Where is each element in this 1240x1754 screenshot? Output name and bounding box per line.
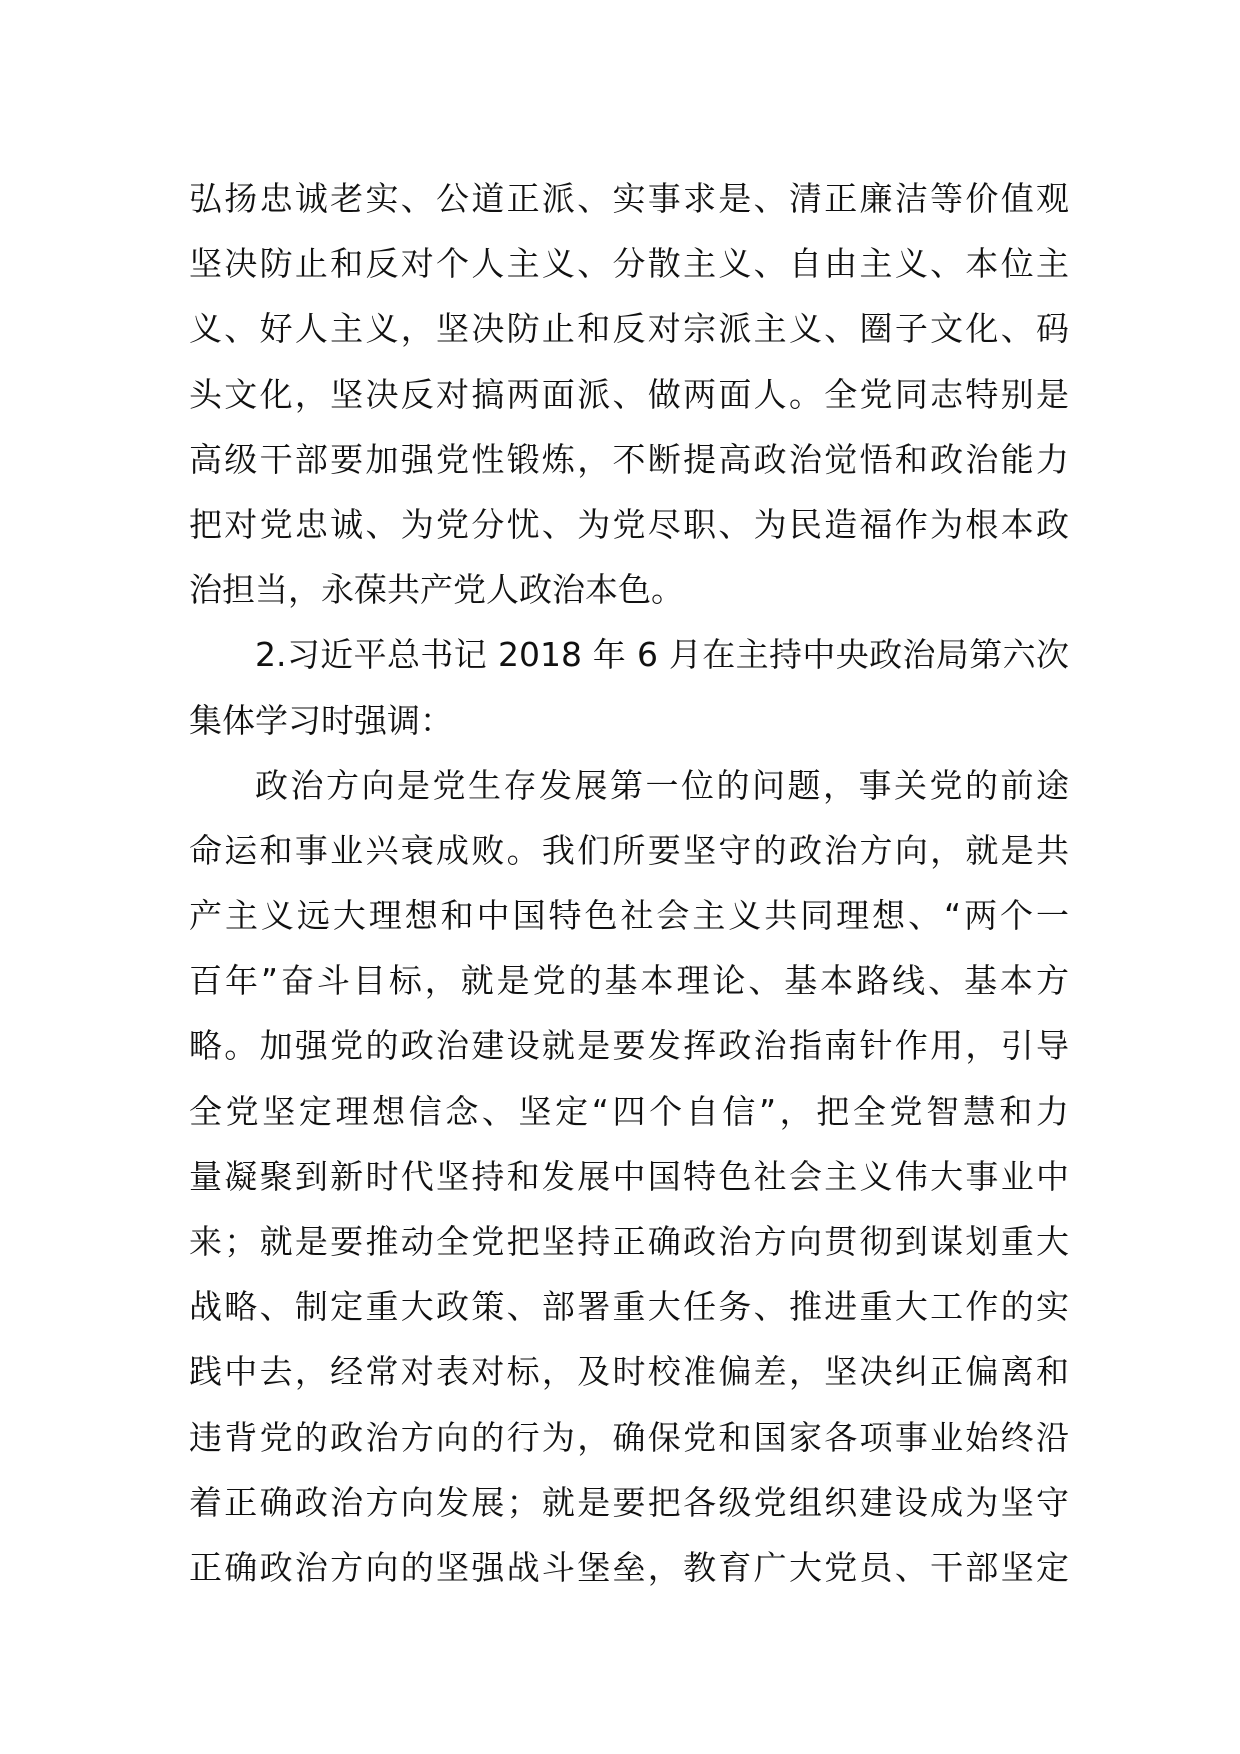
- text-line: 百年”奋斗目标，就是党的基本理论、基本路线、基本方: [189, 961, 1069, 1001]
- text-line: 高级干部要加强党性锻炼，不断提高政治觉悟和政治能力: [189, 439, 1069, 479]
- text-line: 略。加强党的政治建设就是要发挥政治指南针作用，引导: [189, 1026, 1069, 1066]
- text-line: 治担当，永葆共产党人政治本色。: [189, 570, 684, 610]
- text-line: 坚决防止和反对个人主义、分散主义、自由主义、本位主: [189, 244, 1069, 284]
- text-line: 把对党忠诚、为党分忧、为党尽职、为民造福作为根本政: [189, 504, 1069, 544]
- text-line: 政治方向是党生存发展第一位的问题，事关党的前途: [255, 765, 1069, 805]
- text-line: 2.习近平总书记 2018 年 6 月在主持中央政治局第六次: [255, 635, 1069, 675]
- text-line: 正确政治方向的坚强战斗堡垒，教育广大党员、干部坚定: [189, 1547, 1069, 1587]
- text-line: 量凝聚到新时代坚持和发展中国特色社会主义伟大事业中: [189, 1156, 1069, 1196]
- text-line: 违背党的政治方向的行为，确保党和国家各项事业始终沿: [189, 1417, 1069, 1457]
- text-line: 头文化，坚决反对搞两面派、做两面人。全党同志特别是: [189, 374, 1069, 414]
- text-line: 践中去，经常对表对标，及时校准偏差，坚决纠正偏离和: [189, 1352, 1069, 1392]
- text-line: 命运和事业兴衰成败。我们所要坚守的政治方向，就是共: [189, 830, 1069, 870]
- text-line: 弘扬忠诚老实、公道正派、实事求是、清正廉洁等价值观: [189, 179, 1069, 218]
- text-line: 全党坚定理想信念、坚定“四个自信”，把全党智慧和力: [189, 1091, 1069, 1131]
- body-text: [189, 166, 1069, 1600]
- text-line: 来；就是要推动全党把坚持正确政治方向贯彻到谋划重大: [189, 1222, 1069, 1261]
- text-line: 战略、制定重大政策、部署重大任务、推进重大工作的实: [189, 1287, 1069, 1327]
- text-line: 产主义远大理想和中国特色社会主义共同理想、“两个一: [189, 896, 1069, 936]
- text-line: 集体学习时强调：: [189, 700, 453, 740]
- text-line: 义、好人主义，坚决防止和反对宗派主义、圈子文化、码: [189, 309, 1069, 349]
- text-line: 着正确政治方向发展；就是要把各级党组织建设成为坚守: [189, 1482, 1069, 1522]
